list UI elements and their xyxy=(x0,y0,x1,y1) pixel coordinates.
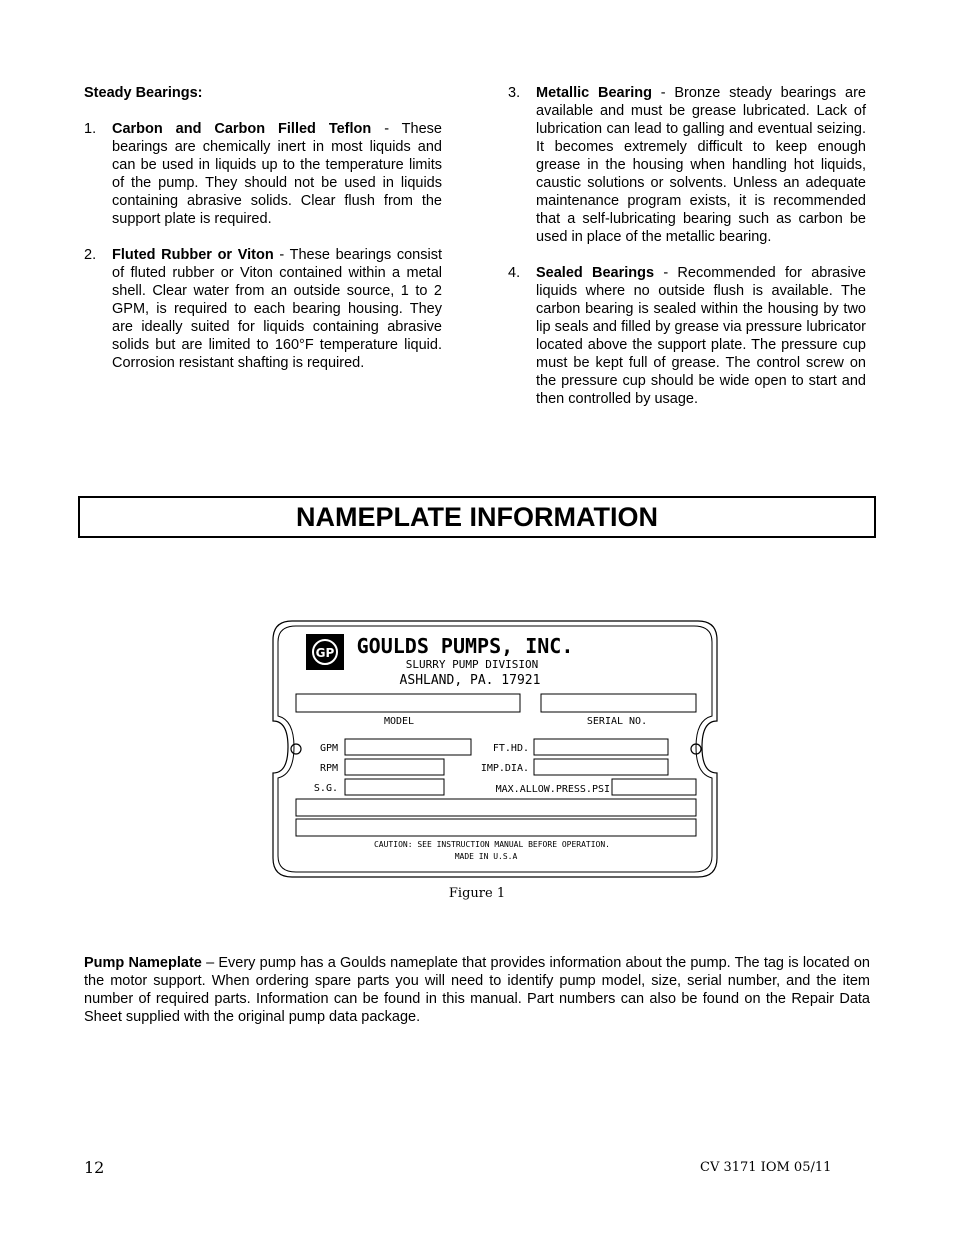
item-number: 1. xyxy=(84,121,97,137)
list-item xyxy=(508,264,866,408)
gpm-label: GPM xyxy=(319,743,338,754)
serial-label: SERIAL NO. xyxy=(586,716,648,727)
nameplate-address: ASHLAND, PA. 17921 xyxy=(399,673,541,688)
item-title: Fluted Rubber or Viton xyxy=(112,247,274,263)
left-column xyxy=(84,84,442,390)
item-body: - Bronze steady bearings are available and must be grease lubricated. Lack of lubrication can lead to galling and eventual seizing. It becomes extremely difficult to keep enough grease in the housing when handling hot liquids, caustic solutions or solvents. Unless an adequate maintenance program exists, it is recommended that a self-lubricating bearing such as carbon be used in place of the metallic bearing. xyxy=(536,85,866,245)
list-item xyxy=(84,246,442,372)
serial-field-box xyxy=(541,694,696,712)
bearing-list-left xyxy=(84,120,442,372)
item-title: Metallic Bearing xyxy=(536,85,652,101)
bearing-list-right xyxy=(508,84,866,408)
nameplate-company: GOULDS PUMPS, INC. xyxy=(356,634,574,658)
blank-line-box xyxy=(296,799,696,816)
item-number: 2. xyxy=(84,247,97,263)
model-label: MODEL xyxy=(383,716,415,727)
item-number: 3. xyxy=(508,85,521,101)
rpm-field-box xyxy=(345,759,444,775)
impdia-label: IMP.DIA. xyxy=(480,763,529,774)
paragraph-title: Pump Nameplate xyxy=(84,955,202,971)
impdia-field-box xyxy=(534,759,668,775)
fthd-label: FT.HD. xyxy=(492,743,529,754)
figure-caption: Figure 1 xyxy=(448,886,506,901)
steady-bearings-heading: Steady Bearings: xyxy=(84,85,203,101)
made-in-text: MADE IN U.S.A xyxy=(454,852,518,861)
item-title: Sealed Bearings xyxy=(536,265,655,281)
page-number: 12 xyxy=(84,1158,105,1177)
item-title: Carbon and Carbon Filled Teflon xyxy=(112,121,372,137)
gpm-field-box xyxy=(345,739,471,755)
goulds-logo-icon xyxy=(306,634,344,670)
right-column xyxy=(508,84,866,426)
mounting-hole-left xyxy=(291,744,301,754)
section-banner-title: NAMEPLATE INFORMATION xyxy=(296,502,658,532)
item-body: - These bearings consist of fluted rubber or Viton contained within a metal shell. Clear water from an outside source, 1 to 2 GPM, is required to each bearing housing. They are ideally suited for liquids containing abrasive solids but are limited to 160°F temperature liquid. Corrosion resistant shafting is required. xyxy=(112,247,442,371)
model-field-box xyxy=(296,694,520,712)
rpm-label: RPM xyxy=(319,763,338,774)
maxpress-label: MAX.ALLOW.PRESS.PSI xyxy=(495,784,610,795)
item-number: 4. xyxy=(508,265,521,281)
paragraph-body: – Every pump has a Goulds nameplate that provides information about the pump. The tag is located on the motor support. When ordering spare parts you will need to identify pump model, size, serial number, and the item number of required parts. Information can be found in this manual. Part numbers can also be found on the Repair Data Sheet supplied with the original pump data package. xyxy=(84,955,870,1025)
sg-label: S.G. xyxy=(313,783,338,794)
item-body: - Recommended for abrasive liquids where no outside flush is available. The carbon bearing is sealed within the housing by two lip seals and filled by grease via pressure lubricator located above the support plate. The pressure cup must be kept full of grease. The control screw on the pressure cup should be wide open to start and then controlled by usage. xyxy=(536,265,866,407)
fthd-field-box xyxy=(534,739,668,755)
sg-field-box xyxy=(345,779,444,795)
blank-line-box xyxy=(296,819,696,836)
list-item xyxy=(84,120,442,228)
list-item xyxy=(508,84,866,246)
logo-text: GP xyxy=(315,646,335,660)
section-banner xyxy=(78,496,876,538)
document-id: CV 3171 IOM 05/11 xyxy=(700,1160,832,1175)
pump-nameplate-paragraph xyxy=(84,954,870,1026)
caution-text: CAUTION: SEE INSTRUCTION MANUAL BEFORE OPERATION. xyxy=(373,840,611,849)
nameplate-figure xyxy=(272,620,718,878)
maxpress-field-box xyxy=(612,779,696,795)
nameplate-division: SLURRY PUMP DIVISION xyxy=(405,658,539,671)
item-body: - These bearings are chemically inert in most liquids and can be used in liquids up to the temperature limits of the pump. They should not be used in liquids containing abrasive solids. Clear flush from the support plate is required. xyxy=(112,121,442,227)
